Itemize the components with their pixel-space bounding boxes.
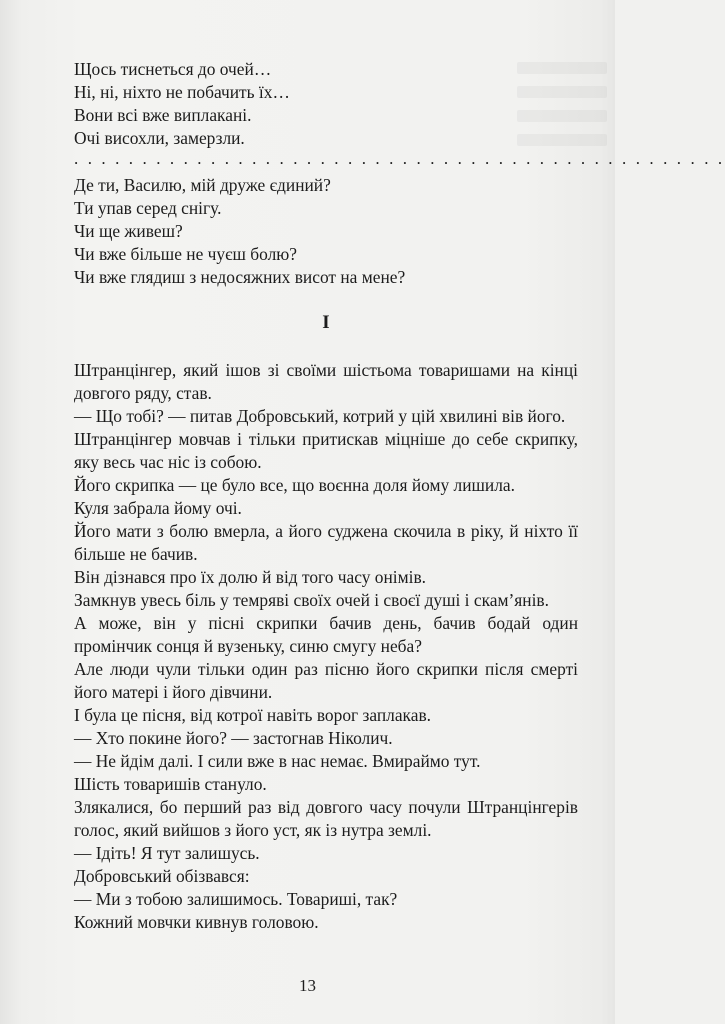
page-number: 13 [299, 976, 316, 995]
paragraph: І була це пісня, від котрої навіть ворог заплакав. [74, 705, 432, 725]
paragraph: — Хто покине його? — застогнав Ніколич. [74, 728, 393, 748]
paragraph: Його скрипка — це було все, що воєнна доля йому лишила. [74, 475, 515, 495]
dotted-separator: . . . . . . . . . . . . . . . . . . . . . . . . . . . . . . . . . . . . . . . . . . . . . . . . [74, 149, 725, 168]
poem-line: Щось тиснеться до очей… [74, 59, 272, 79]
paragraph: Замкнув увесь біль у темряві своїх очей і своєї душі і скам’янів. [74, 590, 549, 610]
poem-stanza-1 [74, 58, 578, 150]
chapter-heading: I [322, 312, 330, 333]
paragraph: Шість товаришів стануло. [74, 774, 267, 794]
poem-line: Ти упав серед снігу. [74, 198, 222, 218]
paragraph: Добровський обізвався: [74, 866, 250, 886]
paragraph: Куля забрала йому очі. [74, 498, 242, 518]
paragraph: Кожний мовчки кивнув головою. [74, 912, 319, 932]
poem-line: Чи вже більше не чуєш болю? [74, 244, 297, 264]
paragraph: Він дізнався про їх долю й від того часу онімів. [74, 567, 427, 587]
poem-line: Очі висохли, замерзли. [74, 128, 245, 148]
paragraph: — Не йдім далі. І сили вже в нас немає. Вмираймо тут. [74, 751, 481, 771]
poem-line: Де ти, Василю, мій друже єдиний? [74, 175, 331, 195]
poem-line: Ні, ні, ніхто не побачить їх… [74, 82, 290, 102]
paragraph: — Що тобі? — питав Добровський, котрий у цій хвилині вів його. [74, 406, 566, 426]
paragraph: Штранцінгер мовчав і тільки притискав міцніше до себе скрипку, яку весь час ніс із собою. [74, 429, 578, 472]
prose-body [74, 359, 578, 934]
page-text [74, 58, 725, 934]
poem-line: Вони всі вже виплакані. [74, 105, 252, 125]
paragraph: — Ми з тобою залишимось. Товариші, так? [74, 889, 398, 909]
paragraph: Його мати з болю вмерла, а його суджена скочила в ріку, й ніхто її більше не бачив. [74, 521, 578, 564]
poem-line: Чи ще живеш? [74, 221, 183, 241]
paragraph: Штранцінгер, який ішов зі своїми шістьома товаришами на кінці довгого ряду, став. [74, 360, 578, 403]
paragraph: А може, він у пісні скрипки бачив день, бачив бодай один промінчик сонця й вузеньку, синю смугу неба? [74, 613, 578, 656]
poem-line: Чи вже глядиш з недосяжних висот на мене? [74, 267, 406, 287]
poem-stanza-2 [74, 174, 578, 289]
paragraph: Але люди чули тільки один раз пісню його скрипки після смерті його матері і його дівчини. [74, 659, 578, 702]
paragraph: Злякалися, бо перший раз від довгого часу почули Штранцінгерів голос, який вийшов з його уст, як із нутра землі. [74, 797, 578, 840]
paragraph: — Ідіть! Я тут залишусь. [74, 843, 260, 863]
